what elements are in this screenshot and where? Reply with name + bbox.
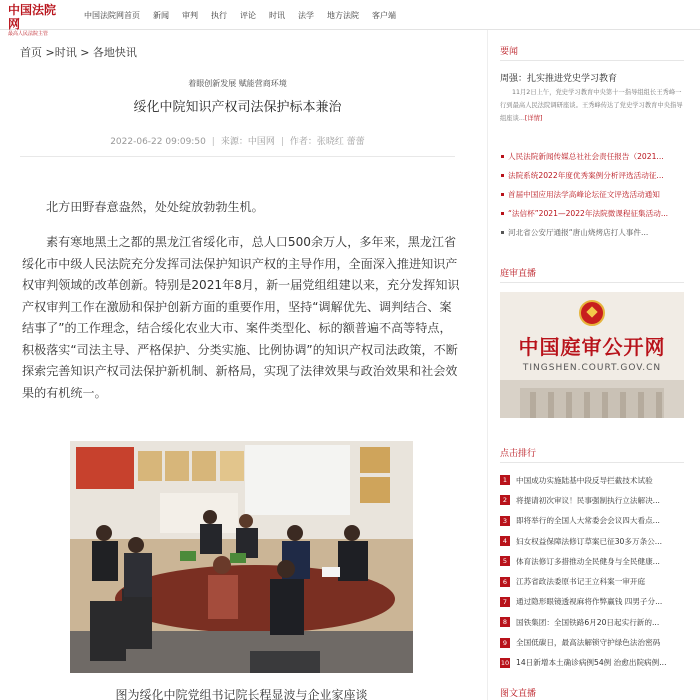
article-paragraph: 素有寒地黑土之都的黑龙江省绥化市，总人口500余万人，多年来，黑龙江省绥化市中级人民法院充分发挥司法保护知识产权的主导作用，全面深入推进知识产权审判领域的改革创新。特别是2021年8月，新一届党组组建以来，充分发挥知识产权审判工作在激励和保护创新方面的重要作用，坚持“调解优先、调判结合、案结事了”的工作理念，结合绥化农业大市、案件类型化、标的额普遍不高等特点，积极落实“司法主导、严格保护、分类实施、比例协调”的知识产权司法政策，不断探索完善知识产权司法保护新机制、新格局，实现了法律效果与政治效果和社会效果的有机统一。: [22, 235, 460, 400]
list-item-text: 河北省公安厅通报“唐山烧烤店打人事件...: [508, 228, 649, 237]
list-item[interactable]: [500, 223, 686, 242]
ranking-item[interactable]: [500, 531, 686, 551]
article-source: 来源：中国网: [220, 137, 275, 147]
site-logo[interactable]: [8, 3, 66, 37]
list-item-text: “法信杯”2021—2022年法院微课程征集活动...: [508, 209, 669, 218]
court-banner-url: TINGSHEN.COURT.GOV.CN: [522, 363, 662, 373]
nav-item-law-study[interactable]: 法学: [298, 10, 314, 20]
rank-number: 9: [500, 638, 510, 648]
list-item[interactable]: [500, 185, 686, 204]
bullet-dot: [501, 231, 504, 234]
list-item[interactable]: [500, 204, 686, 223]
ranking-item-text: 即将举行的全国人大常委会会议四大看点...: [516, 516, 660, 526]
bullet-dot: [501, 174, 504, 177]
top-news-title[interactable]: 周强：扎实推进党史学习教育: [500, 74, 618, 84]
divider: [20, 156, 455, 157]
rank-number: 1: [500, 475, 510, 485]
details-link[interactable]: [详情]: [524, 115, 543, 122]
rank-number: 3: [500, 516, 510, 526]
list-item-text: 首届中国应用法学高峰论坛征文评选活动通知: [508, 190, 660, 199]
list-item-text: 法院系统2022年度优秀案例分析评选活动征...: [508, 171, 664, 180]
nav-item-local-courts[interactable]: 地方法院: [327, 10, 359, 20]
article-meta: [20, 134, 455, 147]
rank-number: 5: [500, 556, 510, 566]
ranking-item-text: 全国低碳日，最高法解锁守护绿色法治密码: [516, 638, 661, 648]
rank-number: 4: [500, 536, 510, 546]
logo-subtext: 最高人民法院主管: [8, 31, 49, 37]
ranking-item[interactable]: [500, 551, 686, 571]
top-news-summary-text: 11月2日上午，党史学习教育中央第十一指导组组长王秀峰一行到最高人民法院调研座谈。王秀峰传达了党史学习教育中央指导组座谈...: [500, 89, 683, 122]
court-live-banner[interactable]: [500, 292, 684, 418]
top-navigation-bar: [0, 0, 700, 37]
article-paragraph: 北方田野春意盎然，处处绽放勃勃生机。: [46, 200, 264, 214]
ranking-item[interactable]: [500, 653, 686, 673]
nav-item-trial[interactable]: 审判: [182, 10, 198, 20]
ranking-item-text: 通过隐形眼镜透视麻将作弊赢钱 四男子分...: [516, 597, 663, 607]
ranking-item[interactable]: [500, 470, 686, 490]
logo-text: 中国法院网: [8, 3, 57, 31]
nav-item-home[interactable]: 中国法院网首页: [84, 10, 140, 20]
ranking-item[interactable]: [500, 571, 686, 591]
ranking-item-text: 14日新增本土确诊病例54例 治愈出院病例...: [516, 658, 667, 668]
nav-item-enforcement[interactable]: 执行: [211, 10, 227, 20]
bullet-dot: [501, 155, 504, 158]
rank-number: 6: [500, 577, 510, 587]
rank-number: 2: [500, 495, 510, 505]
column-divider: [487, 30, 488, 700]
divider: [500, 462, 684, 463]
article-title: 绥化中院知识产权司法保护标本兼治: [133, 100, 342, 115]
ranking-item[interactable]: [500, 511, 686, 531]
ranking-list: [500, 470, 686, 673]
ranking-item[interactable]: [500, 612, 686, 632]
ranking-item[interactable]: [500, 490, 686, 510]
divider: [500, 60, 684, 61]
nav-item-news[interactable]: 新闻: [153, 10, 169, 20]
divider: [500, 282, 684, 283]
nav-menu: [84, 0, 409, 30]
ranking-item[interactable]: [500, 592, 686, 612]
bullet-dot: [501, 212, 504, 215]
ranking-item[interactable]: [500, 632, 686, 652]
section-heading-live-trials: 庭审直播: [500, 269, 537, 279]
ranking-item-text: 妇女权益保障法修订草案已征30多万条公...: [516, 536, 662, 546]
section-heading-photo-live: 图文直播: [500, 689, 537, 699]
section-heading-headlines: 要闻: [500, 47, 519, 57]
article-tagline: 着眼创新发展 赋能营商环境: [188, 79, 287, 88]
meeting-photo-illustration: [70, 441, 413, 673]
article-author: 作者：张晓红 蕾蕾: [289, 137, 365, 147]
rank-number: 8: [500, 617, 510, 627]
nav-item-current-news[interactable]: 时讯: [269, 10, 285, 20]
ranking-item-text: 国铁集团：全国铁路6月20日起实行新的...: [516, 617, 660, 627]
ranking-item-text: 将提请初次审议！民事强制执行立法解决...: [516, 495, 660, 505]
nav-item-client[interactable]: 客户端: [372, 10, 396, 20]
meta-separator: |: [211, 137, 215, 147]
list-item[interactable]: [500, 166, 686, 185]
meta-separator: |: [280, 137, 284, 147]
ranking-item-text: 中国成功实施陆基中段反导拦截技术试验: [516, 475, 653, 485]
bullet-dot: [501, 193, 504, 196]
article-date: 2022-06-22 09:09:50: [110, 137, 206, 147]
ranking-item-text: 体育法修订多措推动全民健身与全民健康...: [516, 556, 660, 566]
photo-caption: 图为绥化中院党组书记院长程显波与企业家座谈: [115, 688, 368, 700]
list-item-text: 人民法院新闻传媒总社社会责任报告（2021...: [508, 152, 664, 161]
ranking-item-text: 江苏省政法委原书记王立科案一审开庭: [516, 577, 646, 587]
list-item[interactable]: [500, 147, 686, 166]
section-heading-ranking: 点击排行: [500, 449, 537, 459]
rank-number: 7: [500, 597, 510, 607]
headline-list: [500, 147, 686, 242]
national-emblem-icon: [579, 300, 605, 326]
court-banner-name: 中国庭审公开网: [518, 335, 666, 359]
top-news-summary: [500, 86, 684, 125]
breadcrumb[interactable]: 首页 >时讯 > 各地快讯: [20, 46, 137, 59]
nav-item-comment[interactable]: 评论: [240, 10, 256, 20]
rank-number: 10: [500, 658, 510, 667]
article-photo: [70, 441, 413, 673]
